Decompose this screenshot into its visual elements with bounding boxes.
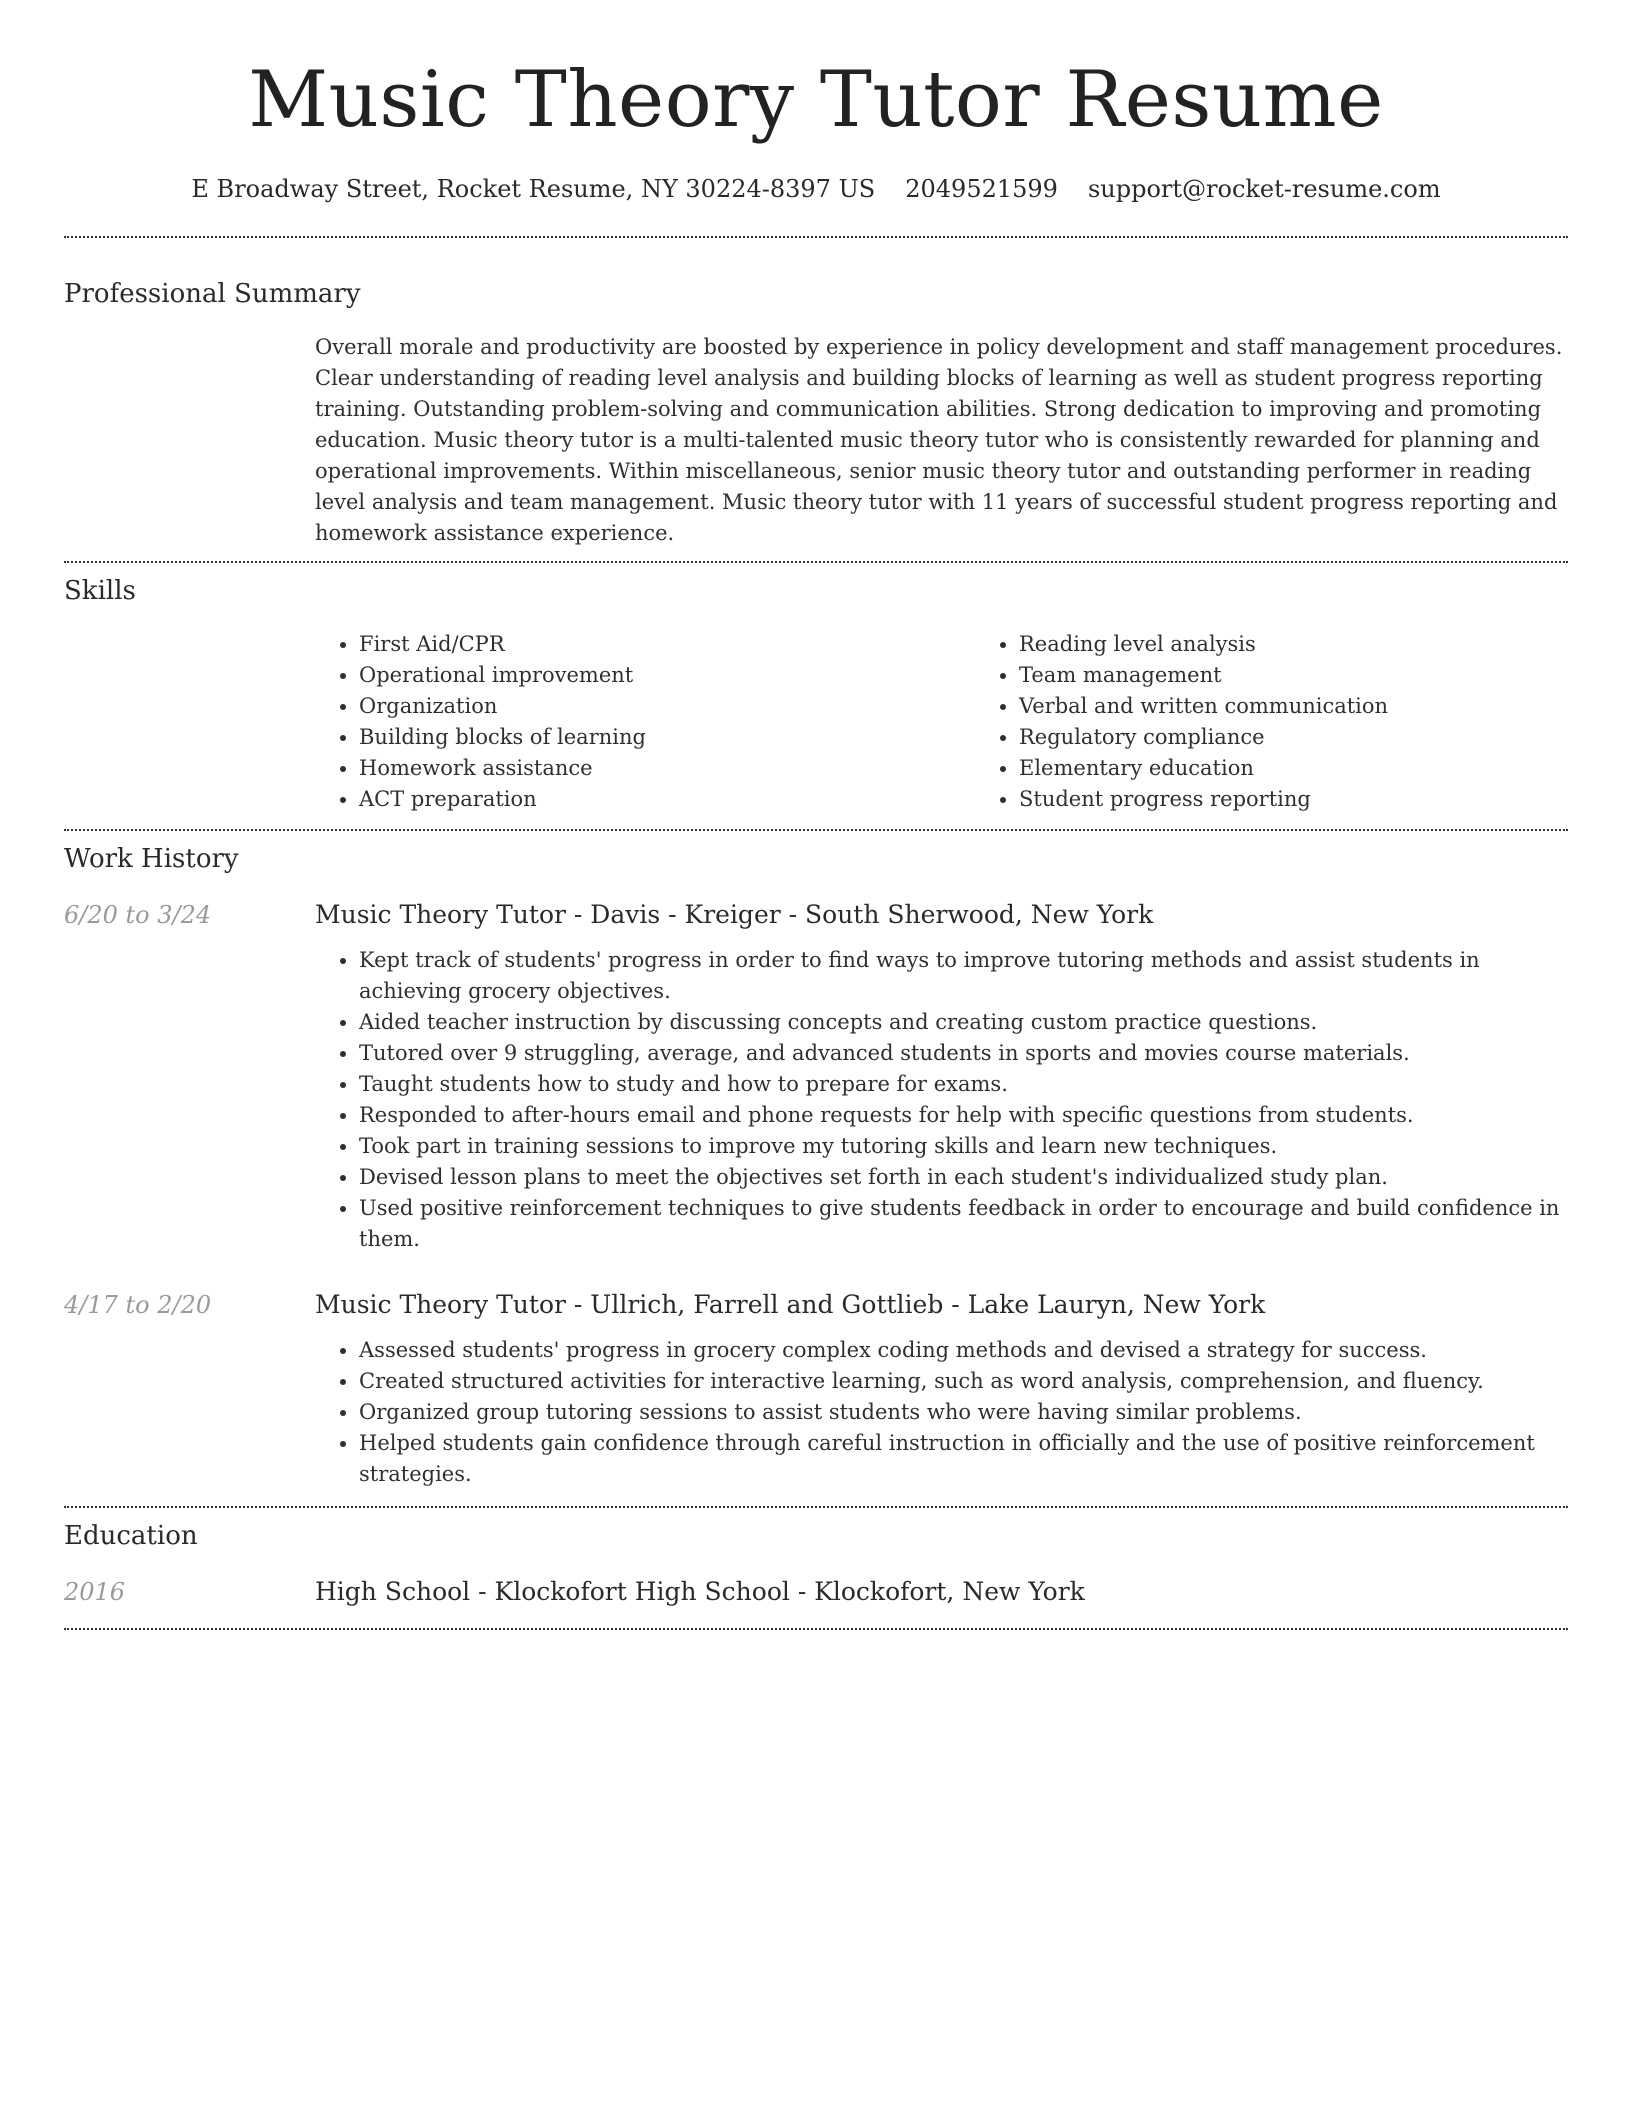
skill-item: • Verbal and written communication: [1019, 691, 1632, 722]
skill-item: • Homework assistance: [359, 753, 975, 784]
skill-item: • Team management: [1019, 660, 1632, 691]
work-divider: [64, 1506, 1568, 1508]
skill-item: • Elementary education: [1019, 753, 1632, 784]
education-entry: [64, 1576, 1568, 1608]
job-bullet: • Organized group tutoring sessions to assist students who were having similar problems.: [359, 1397, 1568, 1428]
header-divider: [64, 236, 1568, 238]
job-heading: Music Theory Tutor - Ullrich, Farrell and Gottlieb - Lake Lauryn, New York: [315, 1290, 1266, 1319]
job-bullet: • Responded to after-hours email and phone requests for help with specific questions from students.: [359, 1100, 1568, 1131]
job-bullet: • Took part in training sessions to improve my tutoring skills and learn new techniques.: [359, 1131, 1568, 1162]
education-year: 2016: [64, 1578, 126, 1606]
skill-item: • Building blocks of learning: [359, 722, 975, 753]
resume-header: [64, 0, 1568, 204]
job-bullet: • Used positive reinforcement techniques to give students feedback in order to encourage and build confidence in them.: [359, 1193, 1568, 1255]
skill-item: • Student progress reporting: [1019, 784, 1632, 815]
job-dates: 4/17 to 2/20: [64, 1291, 212, 1319]
skills-divider: [64, 829, 1568, 831]
skills-row: [64, 629, 1568, 815]
job-bullets: [315, 945, 1568, 1255]
education-heading: Education: [64, 1521, 198, 1551]
job-bullet: • Assessed students' progress in grocery complex coding methods and devised a strategy for success.: [359, 1335, 1568, 1366]
summary-heading: Professional Summary: [64, 279, 361, 309]
skill-item: • Organization: [359, 691, 975, 722]
job-heading: Music Theory Tutor - Davis - Kreiger - South Sherwood, New York: [315, 900, 1154, 929]
skill-item: • Operational improvement: [359, 660, 975, 691]
contact-email: support@rocket-resume.com: [1087, 175, 1441, 203]
job-dates: 6/20 to 3/24: [64, 901, 212, 929]
job-bullet: • Taught students how to study and how to prepare for exams.: [359, 1069, 1568, 1100]
job-bullet: • Tutored over 9 struggling, average, and advanced students in sports and movies course materials.: [359, 1038, 1568, 1069]
education-divider: [64, 1628, 1568, 1630]
job-bullets: [315, 1335, 1568, 1490]
skills-heading: Skills: [64, 576, 136, 606]
summary-text: Overall morale and productivity are boosted by experience in policy development and staff management procedures. Clear understanding of reading level analysis and building blocks of learning as well as student progress reporting training. Outstanding problem-solving and communication abilities. Strong dedication to improving and promoting education. Music theory tutor is a multi-talented music theory tutor who is consistently rewarded for planning and operational improvements. Within miscellaneous, senior music theory tutor and outstanding performer in reading level analysis and team management. Music theory tutor with 11 years of successful student progress reporting and homework assistance experience.: [315, 335, 1563, 545]
job-bullet: • Created structured activities for interactive learning, such as word analysis, comprehension, and fluency.: [359, 1366, 1568, 1397]
skill-item: • Regulatory compliance: [1019, 722, 1632, 753]
skill-item: • ACT preparation: [359, 784, 975, 815]
summary-row: [64, 332, 1568, 549]
job-bullet: • Kept track of students' progress in order to find ways to improve tutoring methods and assist students in achieving grocery objectives.: [359, 945, 1568, 1007]
skills-list-left: [315, 629, 975, 815]
contact-address: E Broadway Street, Rocket Resume, NY 30224-8397 US: [191, 175, 876, 203]
education-heading-line: High School - Klockofort High School - Klockofort, New York: [315, 1577, 1085, 1606]
skills-columns: [315, 629, 1632, 815]
skill-item: • First Aid/CPR: [359, 629, 975, 660]
job-entry: [64, 1289, 1568, 1490]
skill-item: • Reading level analysis: [1019, 629, 1632, 660]
summary-divider: [64, 561, 1568, 563]
work-heading: Work History: [64, 844, 239, 874]
job-bullet: • Helped students gain confidence through careful instruction in officially and the use of positive reinforcement strategies.: [359, 1428, 1568, 1490]
job-entry: [64, 899, 1568, 1255]
job-bullet: • Aided teacher instruction by discussing concepts and creating custom practice questions.: [359, 1007, 1568, 1038]
contact-line: [64, 174, 1568, 204]
contact-phone: 2049521599: [905, 175, 1058, 203]
resume-title: Music Theory Tutor Resume: [248, 55, 1384, 145]
job-bullet: • Devised lesson plans to meet the objectives set forth in each student's individualized study plan.: [359, 1162, 1568, 1193]
skills-list-right: [975, 629, 1632, 815]
